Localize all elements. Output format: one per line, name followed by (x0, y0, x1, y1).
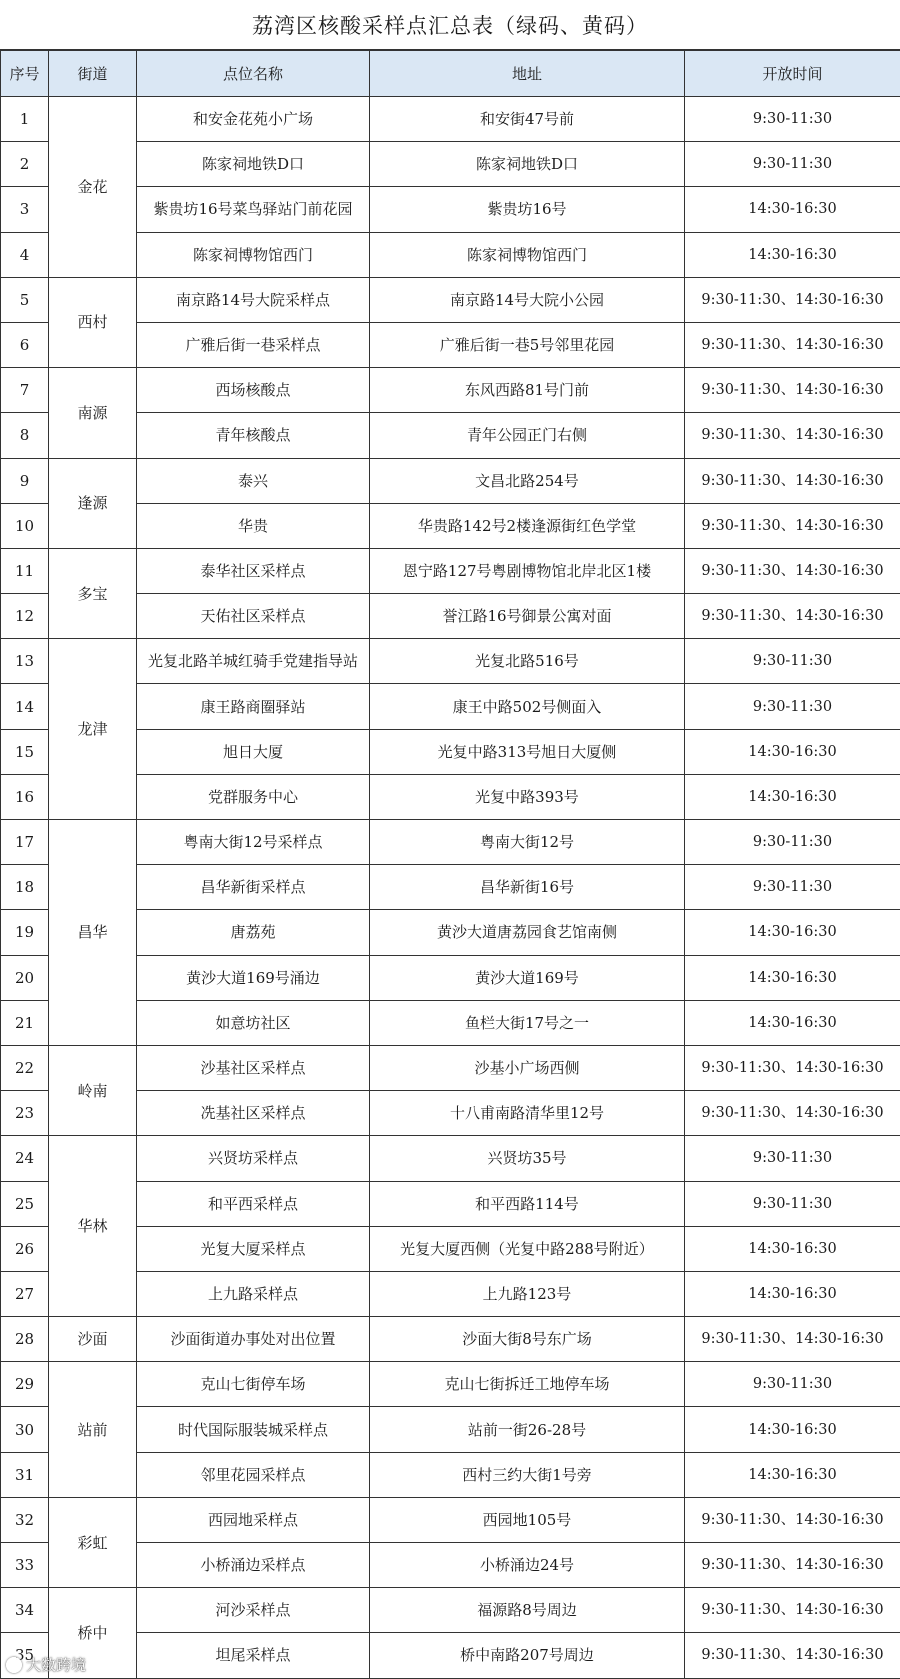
table-row (1, 1497, 900, 1542)
cell-site-name: 邻里花园采样点 (137, 1452, 370, 1497)
cell-address: 广雅后街一巷5号邻里花园 (370, 322, 685, 367)
cell-open-time: 9:30-11:30 (685, 1136, 900, 1181)
cell-address: 昌华新街16号 (370, 865, 685, 910)
cell-open-time: 9:30-11:30 (685, 1181, 900, 1226)
cell-open-time: 9:30-11:30、14:30-16:30 (685, 1091, 900, 1136)
cell-number: 10 (1, 503, 49, 548)
cell-address: 光复中路393号 (370, 774, 685, 819)
cell-number: 20 (1, 955, 49, 1000)
table-row (1, 820, 900, 865)
watermark-logo-icon (6, 1657, 22, 1673)
cell-address: 光复中路313号旭日大厦侧 (370, 729, 685, 774)
sampling-sites-table (0, 50, 900, 1679)
table-row (1, 277, 900, 322)
cell-address: 西村三约大街1号旁 (370, 1452, 685, 1497)
cell-site-name: 旭日大厦 (137, 729, 370, 774)
cell-address: 粤南大街12号 (370, 820, 685, 865)
cell-site-name: 华贵 (137, 503, 370, 548)
table-row (1, 639, 900, 684)
cell-open-time: 14:30-16:30 (685, 1407, 900, 1452)
cell-address: 和安街47号前 (370, 97, 685, 142)
page-title: 荔湾区核酸采样点汇总表（绿码、黄码） (0, 0, 900, 50)
cell-street: 龙津 (49, 639, 137, 820)
cell-street: 金花 (49, 97, 137, 278)
cell-open-time: 9:30-11:30、14:30-16:30 (685, 594, 900, 639)
cell-number: 2 (1, 142, 49, 187)
cell-address: 西园地105号 (370, 1497, 685, 1542)
cell-address: 兴贤坊35号 (370, 1136, 685, 1181)
cell-address: 南京路14号大院小公园 (370, 277, 685, 322)
cell-address: 十八甫南路清华里12号 (370, 1091, 685, 1136)
cell-street: 昌华 (49, 820, 137, 1046)
cell-address: 沙面大街8号东广场 (370, 1317, 685, 1362)
cell-address: 康王中路502号侧面入 (370, 684, 685, 729)
cell-open-time: 14:30-16:30 (685, 232, 900, 277)
cell-open-time: 9:30-11:30、14:30-16:30 (685, 1633, 900, 1678)
cell-street: 桥中 (49, 1588, 137, 1678)
cell-site-name: 上九路采样点 (137, 1271, 370, 1316)
cell-street: 南源 (49, 368, 137, 458)
cell-number: 17 (1, 820, 49, 865)
table-row (1, 458, 900, 503)
cell-number: 14 (1, 684, 49, 729)
cell-site-name: 西园地采样点 (137, 1497, 370, 1542)
cell-address: 黄沙大道唐荔园食艺馆南侧 (370, 910, 685, 955)
header-street: 街道 (49, 51, 137, 97)
cell-site-name: 和平西采样点 (137, 1181, 370, 1226)
cell-open-time: 14:30-16:30 (685, 1452, 900, 1497)
cell-address: 紫贵坊16号 (370, 187, 685, 232)
table-row (1, 548, 900, 593)
cell-address: 沙基小广场西侧 (370, 1045, 685, 1090)
cell-number: 18 (1, 865, 49, 910)
cell-open-time: 9:30-11:30、14:30-16:30 (685, 368, 900, 413)
table-body (1, 97, 900, 1679)
cell-address: 黄沙大道169号 (370, 955, 685, 1000)
cell-number: 7 (1, 368, 49, 413)
cell-number: 27 (1, 1271, 49, 1316)
cell-site-name: 党群服务中心 (137, 774, 370, 819)
table-row (1, 1045, 900, 1090)
cell-number: 1 (1, 97, 49, 142)
cell-open-time: 14:30-16:30 (685, 1226, 900, 1271)
table-row (1, 1588, 900, 1633)
cell-number: 19 (1, 910, 49, 955)
cell-number: 24 (1, 1136, 49, 1181)
cell-open-time: 9:30-11:30、14:30-16:30 (685, 458, 900, 503)
cell-site-name: 河沙采样点 (137, 1588, 370, 1633)
cell-number: 28 (1, 1317, 49, 1362)
cell-site-name: 兴贤坊采样点 (137, 1136, 370, 1181)
cell-number: 25 (1, 1181, 49, 1226)
cell-site-name: 青年核酸点 (137, 413, 370, 458)
cell-number: 26 (1, 1226, 49, 1271)
cell-number: 32 (1, 1497, 49, 1542)
watermark (6, 1654, 86, 1675)
cell-open-time: 14:30-16:30 (685, 187, 900, 232)
cell-open-time: 9:30-11:30 (685, 142, 900, 187)
cell-address: 福源路8号周边 (370, 1588, 685, 1633)
cell-address: 东风西路81号门前 (370, 368, 685, 413)
cell-open-time: 9:30-11:30、14:30-16:30 (685, 1045, 900, 1090)
cell-site-name: 小桥涌边采样点 (137, 1543, 370, 1588)
cell-site-name: 陈家祠地铁D口 (137, 142, 370, 187)
cell-site-name: 时代国际服装城采样点 (137, 1407, 370, 1452)
table-row (1, 368, 900, 413)
cell-number: 4 (1, 232, 49, 277)
cell-site-name: 泰华社区采样点 (137, 548, 370, 593)
cell-site-name: 西场核酸点 (137, 368, 370, 413)
cell-site-name: 黄沙大道169号涌边 (137, 955, 370, 1000)
cell-site-name: 紫贵坊16号菜鸟驿站门前花园 (137, 187, 370, 232)
cell-open-time: 9:30-11:30 (685, 639, 900, 684)
cell-site-name: 康王路商圈驿站 (137, 684, 370, 729)
header-site-name: 点位名称 (137, 51, 370, 97)
cell-site-name: 光复北路羊城红骑手党建指导站 (137, 639, 370, 684)
header-address: 地址 (370, 51, 685, 97)
cell-street: 岭南 (49, 1045, 137, 1135)
cell-open-time: 9:30-11:30 (685, 97, 900, 142)
header-number: 序号 (1, 51, 49, 97)
cell-open-time: 9:30-11:30 (685, 820, 900, 865)
cell-number: 30 (1, 1407, 49, 1452)
cell-number: 23 (1, 1091, 49, 1136)
cell-address: 桥中南路207号周边 (370, 1633, 685, 1678)
cell-street: 沙面 (49, 1317, 137, 1362)
cell-street: 多宝 (49, 548, 137, 638)
cell-number: 34 (1, 1588, 49, 1633)
table-header-row (1, 51, 900, 97)
cell-address: 上九路123号 (370, 1271, 685, 1316)
cell-number: 33 (1, 1543, 49, 1588)
cell-site-name: 粤南大街12号采样点 (137, 820, 370, 865)
cell-number: 16 (1, 774, 49, 819)
cell-street: 站前 (49, 1362, 137, 1498)
watermark-text: 大数跨境 (26, 1656, 87, 1674)
cell-open-time: 9:30-11:30、14:30-16:30 (685, 1588, 900, 1633)
cell-open-time: 9:30-11:30 (685, 865, 900, 910)
cell-street: 西村 (49, 277, 137, 367)
cell-address: 陈家祠博物馆西门 (370, 232, 685, 277)
header-open-time: 开放时间 (685, 51, 900, 97)
cell-site-name: 南京路14号大院采样点 (137, 277, 370, 322)
cell-number: 13 (1, 639, 49, 684)
cell-address: 陈家祠地铁D口 (370, 142, 685, 187)
cell-address: 小桥涌边24号 (370, 1543, 685, 1588)
cell-open-time: 9:30-11:30、14:30-16:30 (685, 1543, 900, 1588)
table-row (1, 1362, 900, 1407)
cell-open-time: 14:30-16:30 (685, 1271, 900, 1316)
cell-open-time: 14:30-16:30 (685, 729, 900, 774)
cell-address: 鱼栏大街17号之一 (370, 1000, 685, 1045)
cell-site-name: 泰兴 (137, 458, 370, 503)
cell-site-name: 如意坊社区 (137, 1000, 370, 1045)
cell-open-time: 14:30-16:30 (685, 910, 900, 955)
cell-address: 克山七街拆迁工地停车场 (370, 1362, 685, 1407)
cell-site-name: 沙基社区采样点 (137, 1045, 370, 1090)
table-row (1, 1136, 900, 1181)
cell-site-name: 和安金花苑小广场 (137, 97, 370, 142)
cell-number: 6 (1, 322, 49, 367)
cell-open-time: 9:30-11:30、14:30-16:30 (685, 503, 900, 548)
table-row (1, 1317, 900, 1362)
cell-street: 华林 (49, 1136, 137, 1317)
cell-open-time: 14:30-16:30 (685, 955, 900, 1000)
cell-address: 光复大厦西侧（光复中路288号附近） (370, 1226, 685, 1271)
cell-address: 华贵路142号2楼逢源街红色学堂 (370, 503, 685, 548)
cell-address: 恩宁路127号粤剧博物馆北岸北区1楼 (370, 548, 685, 593)
cell-site-name: 昌华新街采样点 (137, 865, 370, 910)
cell-number: 12 (1, 594, 49, 639)
table-row (1, 97, 900, 142)
cell-street: 彩虹 (49, 1497, 137, 1587)
cell-number: 21 (1, 1000, 49, 1045)
cell-open-time: 14:30-16:30 (685, 774, 900, 819)
cell-number: 31 (1, 1452, 49, 1497)
cell-site-name: 唐荔苑 (137, 910, 370, 955)
cell-open-time: 9:30-11:30、14:30-16:30 (685, 322, 900, 367)
cell-site-name: 陈家祠博物馆西门 (137, 232, 370, 277)
cell-site-name: 克山七街停车场 (137, 1362, 370, 1407)
cell-address: 青年公园正门右侧 (370, 413, 685, 458)
cell-number: 35 (1, 1633, 49, 1678)
cell-site-name: 天佑社区采样点 (137, 594, 370, 639)
cell-site-name: 冼基社区采样点 (137, 1091, 370, 1136)
cell-address: 站前一街26-28号 (370, 1407, 685, 1452)
cell-number: 29 (1, 1362, 49, 1407)
cell-open-time: 9:30-11:30 (685, 684, 900, 729)
cell-number: 8 (1, 413, 49, 458)
cell-address: 誉江路16号御景公寓对面 (370, 594, 685, 639)
cell-open-time: 14:30-16:30 (685, 1000, 900, 1045)
cell-open-time: 9:30-11:30、14:30-16:30 (685, 277, 900, 322)
cell-address: 光复北路516号 (370, 639, 685, 684)
cell-site-name: 光复大厦采样点 (137, 1226, 370, 1271)
cell-site-name: 坦尾采样点 (137, 1633, 370, 1678)
cell-number: 3 (1, 187, 49, 232)
cell-site-name: 广雅后街一巷采样点 (137, 322, 370, 367)
cell-open-time: 9:30-11:30 (685, 1362, 900, 1407)
cell-street: 逢源 (49, 458, 137, 548)
cell-number: 11 (1, 548, 49, 593)
cell-number: 15 (1, 729, 49, 774)
cell-open-time: 9:30-11:30、14:30-16:30 (685, 413, 900, 458)
cell-number: 5 (1, 277, 49, 322)
cell-number: 22 (1, 1045, 49, 1090)
cell-address: 和平西路114号 (370, 1181, 685, 1226)
cell-open-time: 9:30-11:30、14:30-16:30 (685, 548, 900, 593)
cell-open-time: 9:30-11:30、14:30-16:30 (685, 1317, 900, 1362)
cell-open-time: 9:30-11:30、14:30-16:30 (685, 1497, 900, 1542)
cell-number: 9 (1, 458, 49, 503)
cell-site-name: 沙面街道办事处对出位置 (137, 1317, 370, 1362)
cell-address: 文昌北路254号 (370, 458, 685, 503)
